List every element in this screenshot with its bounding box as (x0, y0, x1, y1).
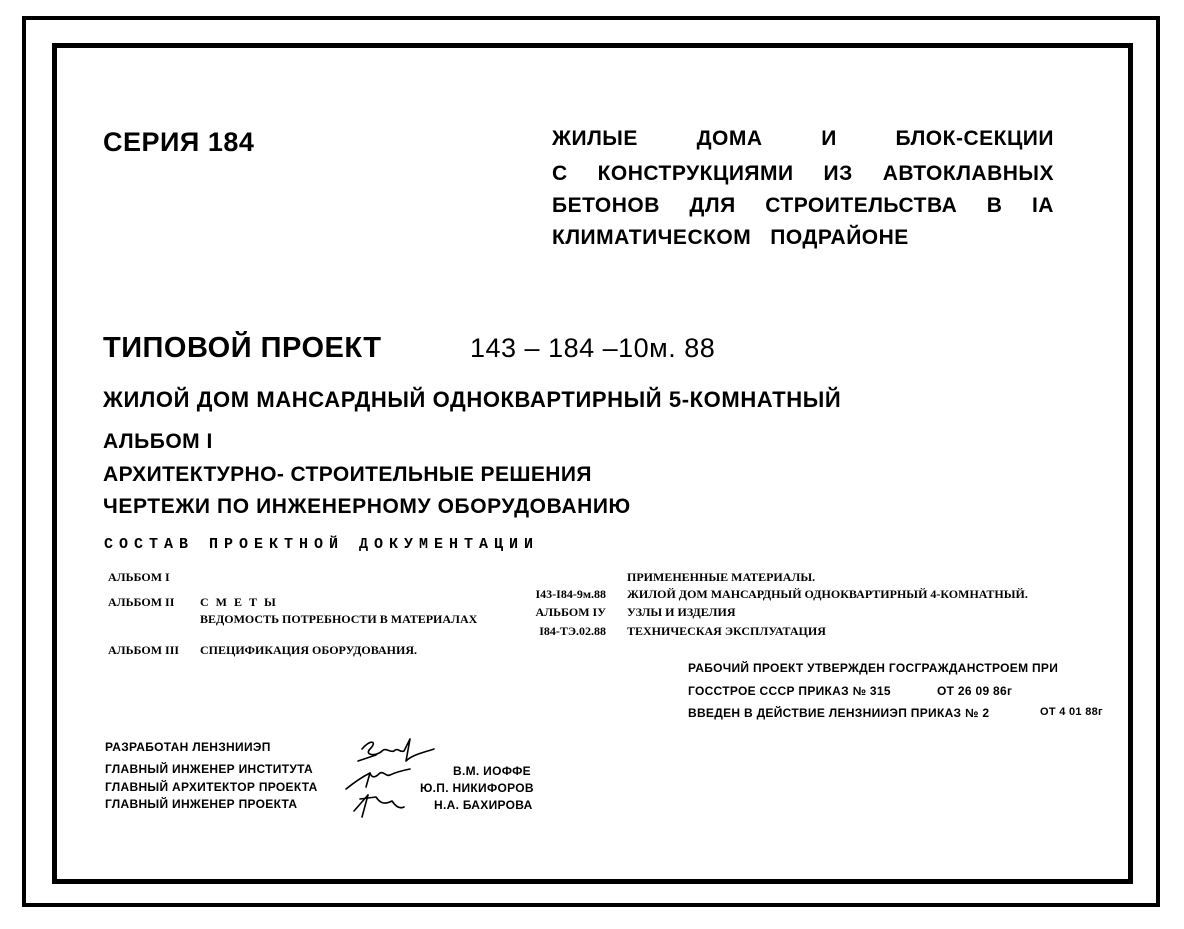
contents-code: АЛЬБОМ IУ (535, 605, 606, 619)
signature-stroke (354, 795, 404, 811)
contents-album: АЛЬБОМ III (108, 643, 180, 657)
title-word: В (986, 194, 1003, 217)
section-architecture: АРХИТЕКТУРНО- СТРОИТЕЛЬНЫЕ РЕШЕНИЯ (103, 463, 592, 486)
developer-role: ГЛАВНЫЙ ИНЖЕНЕР ИНСТИТУТА (105, 762, 313, 776)
approval-line-3: ВВЕДЕН В ДЕЙСТВИЕ ЛЕНЗНИИЭП ПРИКАЗ № 2 (688, 706, 990, 720)
section-engineering: ЧЕРТЕЖИ ПО ИНЖЕНЕРНОМУ ОБОРУДОВАНИЮ (103, 495, 631, 518)
developer-name: В.М. ИОФФЕ (453, 764, 531, 778)
approval-date-2: ОТ 4 01 88г (1040, 706, 1103, 718)
signature-stroke (362, 739, 434, 761)
developer-name: Ю.П. НИКИФОРОВ (420, 781, 534, 795)
developer-role: ГЛАВНЫЙ ИНЖЕНЕР ПРОЕКТА (105, 797, 298, 811)
title-word: IA (1031, 194, 1054, 217)
signatures (340, 733, 445, 823)
title-word: БЛОК-СЕКЦИИ (895, 127, 1054, 150)
title-line-2 (552, 162, 1054, 186)
contents-code: I43-I84-9м.88 (535, 587, 606, 601)
contents-item: УЗЛЫ И ИЗДЕЛИЯ (627, 605, 736, 619)
title-word: АВТОКЛАВНЫХ (882, 162, 1054, 185)
house-title: ЖИЛОЙ ДОМ МАНСАРДНЫЙ ОДНОКВАРТИРНЫЙ 5-КОМНАТНЫЙ (103, 387, 842, 412)
project-number: 143 – 184 –10м. 88 (470, 333, 716, 363)
title-word: ЖИЛЫЕ (552, 127, 638, 150)
approval-line-1: РАБОЧИЙ ПРОЕКТ УТВЕРЖДЕН ГОСГРАЖДАНСТРОЕМ ПРИ (688, 661, 1059, 675)
contents-title: СОСТАВ ПРОЕКТНОЙ ДОКУМЕНТАЦИИ (104, 536, 540, 553)
title-word: И (821, 127, 837, 150)
contents-item: ЖИЛОЙ ДОМ МАНСАРДНЫЙ ОДНОКВАРТИРНЫЙ 4-КОМНАТНЫЙ. (627, 587, 1028, 601)
title-word: КОНСТРУКЦИЯМИ (597, 162, 794, 185)
album-label: АЛЬБОМ I (103, 430, 213, 453)
title-line-3 (552, 194, 1054, 218)
title-word: ДЛЯ (689, 194, 736, 217)
developer-name: Н.А. БАХИРОВА (434, 798, 533, 812)
contents-item: СПЕЦИФИКАЦИЯ ОБОРУДОВАНИЯ. (200, 643, 417, 657)
contents-album: АЛЬБОМ I (108, 570, 170, 584)
approval-line-2: ГОССТРОЕ СССР ПРИКАЗ № 315 (688, 684, 891, 698)
signature-stroke (346, 769, 410, 789)
signature-stroke (358, 755, 376, 761)
contents-code: I84-ТЭ.02.88 (539, 624, 606, 638)
contents-item: С М Е Т Ы (200, 595, 278, 609)
series-label: СЕРИЯ 184 (103, 127, 255, 157)
title-line-4: КЛИМАТИЧЕСКОМ ПОДРАЙОНЕ (552, 226, 909, 249)
project-label: ТИПОВОЙ ПРОЕКТ (103, 332, 382, 364)
contents-item: ВЕДОМОСТЬ ПОТРЕБНОСТИ В МАТЕРИАЛАХ (200, 612, 478, 626)
approval-date-1: ОТ 26 09 86г (937, 684, 1013, 698)
title-word: ИЗ (823, 162, 853, 185)
title-word: ДОМА (696, 127, 763, 150)
contents-item: ПРИМЕНЕННЫЕ МАТЕРИАЛЫ. (627, 570, 816, 584)
contents-album: АЛЬБОМ II (108, 595, 175, 609)
developer-org: РАЗРАБОТАН ЛЕНЗНИИЭП (105, 740, 271, 754)
title-line-1 (552, 127, 1054, 151)
developer-role: ГЛАВНЫЙ АРХИТЕКТОР ПРОЕКТА (105, 780, 318, 794)
title-word: СТРОИТЕЛЬСТВА (765, 194, 958, 217)
title-word: С (552, 162, 568, 185)
contents-item: ТЕХНИЧЕСКАЯ ЭКСПЛУАТАЦИЯ (627, 624, 826, 638)
title-word: БЕТОНОВ (552, 194, 660, 217)
